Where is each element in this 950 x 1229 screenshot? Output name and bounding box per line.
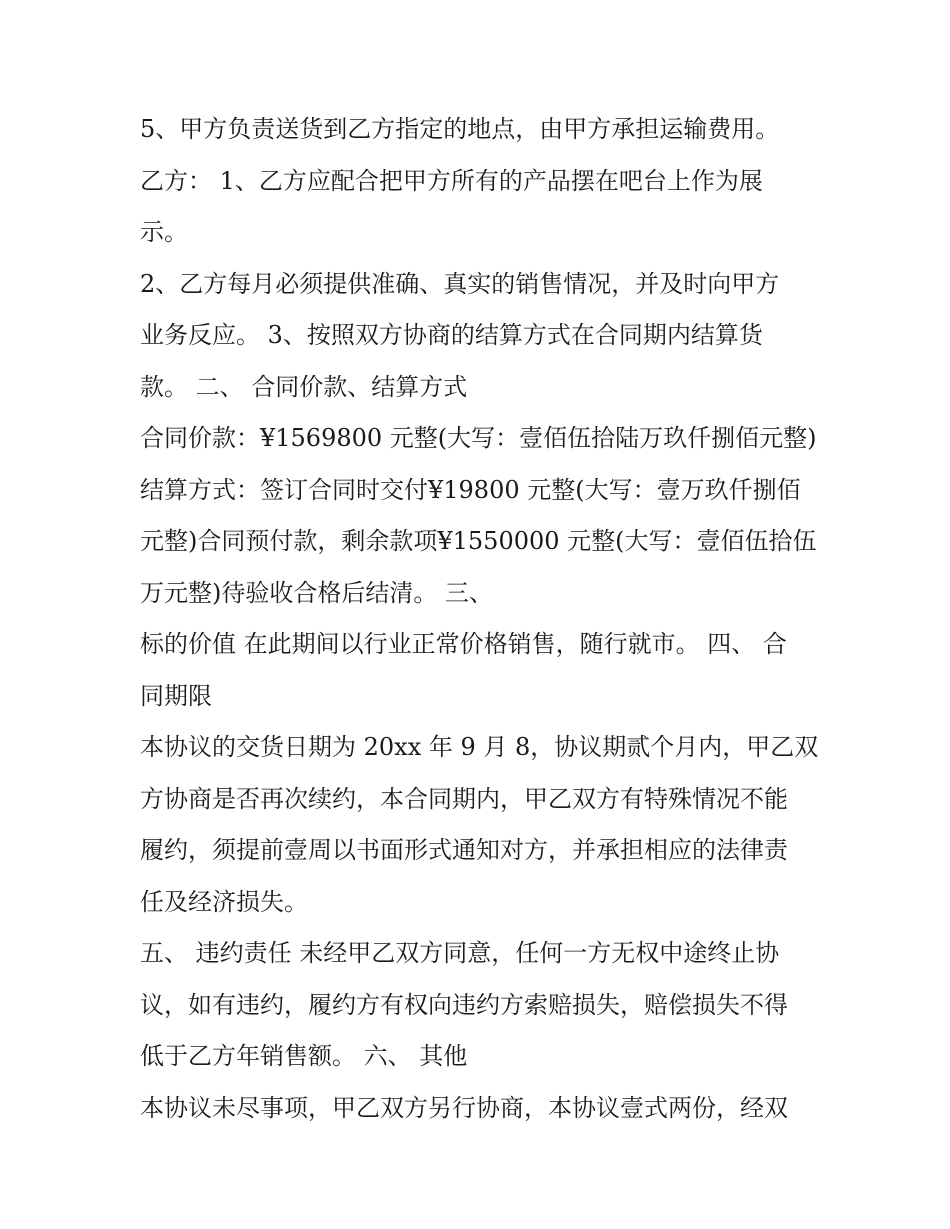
document-line: 结算方式：签订合同时交付¥19800 元整(大写：壹万玖仟捌佰 <box>140 475 801 504</box>
document-line: 五、 违约责任 未经甲乙双方同意，任何一方无权中途终止协 <box>140 939 780 967</box>
document-line: 业务反应。 3、按照双方协商的结算方式在合同期内结算货 <box>140 321 763 349</box>
document-line: 本协议未尽事项，甲乙双方另行协商，本协议壹式两份，经双 <box>140 1093 788 1122</box>
document-line: 方协商是否再次续约，本合同期内，甲乙双方有特殊情况不能 <box>140 784 788 813</box>
document-line: 合同价款：¥1569800 元整(大写：壹佰伍拾陆万玖仟捌佰元整) <box>140 424 817 452</box>
document-line: 示。 <box>140 218 188 246</box>
document-line: 2、乙方每月必须提供准确、真实的销售情况，并及时向甲方 <box>140 269 780 298</box>
document-line: 任及经济损失。 <box>140 887 308 916</box>
document-line: 5、甲方负责送货到乙方指定的地点，由甲方承担运输费用。 <box>140 115 780 143</box>
document-line: 万元整)待验收合格后结清。 三、 <box>140 578 493 607</box>
document-line: 低于乙方年销售额。 六、 其他 <box>140 1042 468 1070</box>
document-line: 同期限 <box>140 681 212 710</box>
document-line: 本协议的交货日期为 20xx 年 9 月 8，协议期贰个月内，甲乙双 <box>140 733 819 761</box>
document-line: 标的价值 在此期间以行业正常价格销售，随行就市。 四、 合 <box>140 630 787 658</box>
document-line: 乙方： 1、乙方应配合把甲方所有的产品摆在吧台上作为展 <box>140 166 763 195</box>
document-line: 议，如有违约，履约方有权向违约方索赔损失，赔偿损失不得 <box>140 990 788 1019</box>
document-body <box>140 104 820 1134</box>
document-line: 履约，须提前壹周以书面形式通知对方，并承担相应的法律责 <box>140 836 788 864</box>
document-line: 款。 二、 合同价款、结算方式 <box>140 372 468 401</box>
document-line: 元整)合同预付款，剩余款项¥1550000 元整(大写：壹佰伍拾伍 <box>140 527 817 555</box>
